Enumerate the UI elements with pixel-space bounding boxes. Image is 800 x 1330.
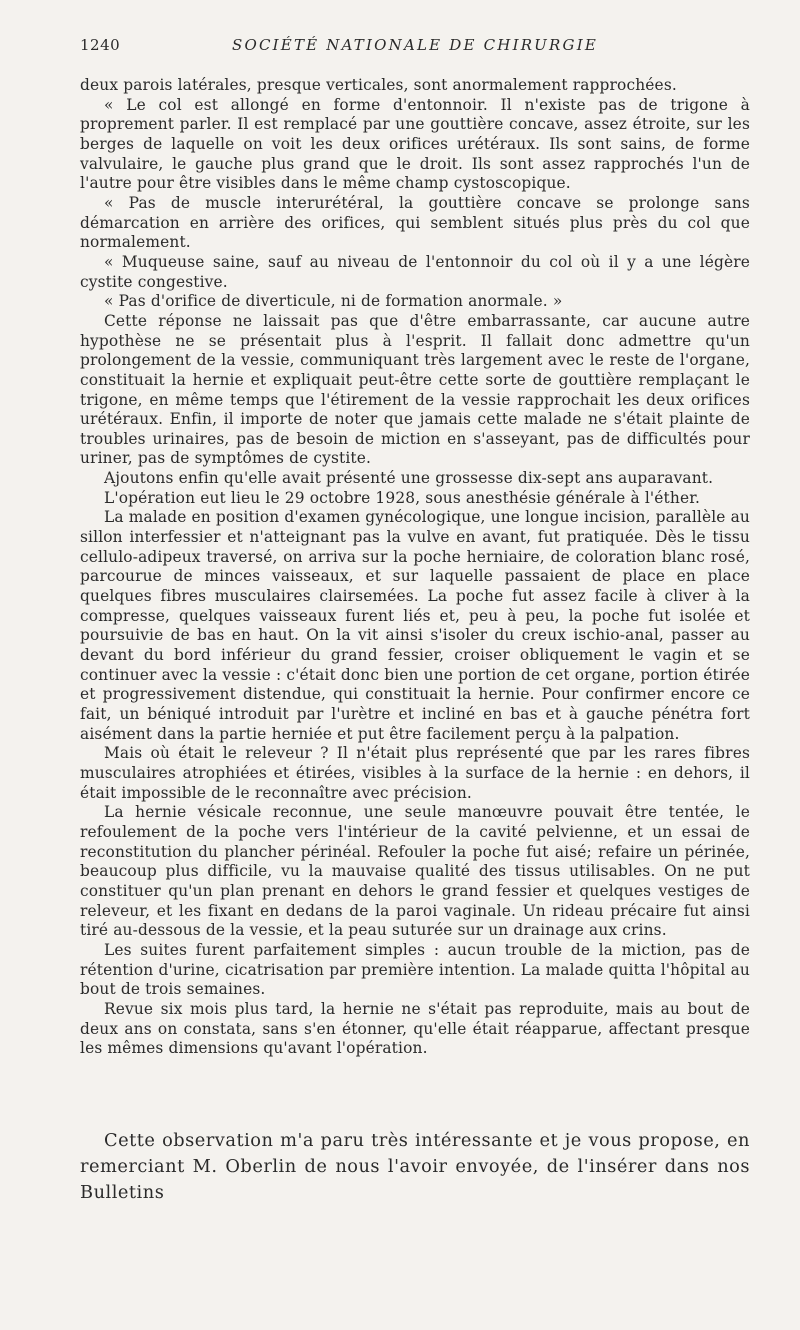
paragraph: Ajoutons enfin qu'elle avait présenté une grossesse dix-sept ans auparavant.: [104, 469, 714, 488]
paragraph: deux parois latérales, presque verticales, sont anormalement rapprochées.: [80, 76, 677, 94]
paragraph: La hernie vésicale reconnue, une seule manœuvre pouvait être tentée, le refoulement de la poche vers l'intérieur de la cavité pelvienne, et un essai de reconstitution du plancher périnéal. Refouler la poche fut aisé; refaire un périnée, beaucoup plus difficile, vu la mauvaise qualité des tissus utilisables. On ne put constituer qu'un plan prenant en dehors le grand fessier et quelques vestiges de releveur, et les fixant en dedans de la paroi vaginale. Un rideau précaire fut ainsi tiré au-dessous de la vessie, et la peau suturée sur un drainage aux crins.: [80, 803, 750, 940]
page-header: [80, 36, 750, 58]
paragraph: « Muqueuse saine, sauf au niveau de l'entonnoir du col où il y a une légère cystite congestive.: [80, 252, 750, 291]
paragraph: Les suites furent parfaitement simples : aucun trouble de la miction, pas de rétention d'urine, cicatrisation par première intention. La malade quitta l'hôpital au bout de trois semaines.: [80, 940, 750, 999]
paragraph: L'opération eut lieu le 29 octobre 1928, sous anesthésie générale à l'éther.: [104, 488, 701, 507]
paragraph: « Le col est allongé en forme d'entonnoir. Il n'existe pas de trigone à proprement parler. Il est remplacé par une gouttière concave, assez étroite, sur les berges de laquelle on voit les deux orifices urétéraux. Ils sont sains, de forme valvulaire, le gauche plus grand que le droit. Ils sont assez rapprochés l'un de l'autre pour être visibles dans le même champ cystoscopique.: [80, 95, 750, 193]
paragraph: « Pas de muscle interurétéral, la gouttière concave se prolonge sans démarcation en arrière des orifices, qui semblent situés plus près du col que normalement.: [80, 193, 750, 252]
paragraph: La malade en position d'examen gynécologique, une longue incision, parallèle au sillon interfessier et n'atteignant pas la vulve en avant, fut pratiquée. Dès le tissu cellulo-adipeux traversé, on arriva sur la poche herniaire, de coloration blanc rosé, parcourue de minces vaisseaux, et sur laquelle passaient de place en place quelques fibres musculaires clairsemées. La poche fut assez facile à cliver à la compresse, quelques vaisseaux furent liés et, peu à peu, la poche fut isolée et poursuivie de bas en haut. On la vit ainsi s'isoler du creux ischio-anal, passer au devant du bord inférieur du grand fessier, croiser obliquement le vagin et se continuer avec la vessie : c'était donc bien une portion de cet organe, portion étirée et progressivement distendue, qui constituait la hernie. Pour confirmer encore ce fait, un béniqué introduit par l'urètre et incliné en bas et à gauche pénétra fort aisément dans la partie herniée et put être facilement perçu à la palpation.: [80, 508, 750, 743]
running-title: SOCIÉTÉ NATIONALE DE CHIRURGIE: [232, 36, 598, 54]
closing-remarks: [80, 1128, 750, 1206]
page-number: 1240: [80, 36, 121, 54]
closing-paragraph: Cette observation m'a paru très intéressante et je vous propose, en remerciant M. Oberlin de nous l'avoir envoyée, de l'insérer dans nos Bulletins: [80, 1130, 750, 1203]
paragraph: Mais où était le releveur ? Il n'était plus représenté que par les rares fibres musculaires atrophiées et étirées, visibles à la surface de la hernie : en dehors, il était impossible de le reconnaître avec précision.: [80, 744, 750, 802]
paragraph: Cette réponse ne laissait pas que d'être embarrassante, car aucune autre hypothèse ne se présentait plus à l'esprit. Il fallait donc admettre qu'un prolongement de la vessie, communiquant très largement avec le reste de l'organe, constituait la hernie et expliquait peut-être cette sorte de gouttière remplaçant le trigone, en même temps que l'étirement de la vessie rapprochait les deux orifices urétéraux. Enfin, il importe de noter que jamais cette malade ne s'était plainte de troubles urinaires, pas de besoin de miction en s'asseyant, pas de difficultés pour uriner, pas de symptômes de cystite.: [80, 311, 750, 468]
paragraph: « Pas d'orifice de diverticule, ni de formation anormale. »: [104, 292, 563, 311]
body-text: [80, 76, 750, 1059]
paragraph: Revue six mois plus tard, la hernie ne s'était pas reproduite, mais au bout de deux ans on constata, sans s'en étonner, qu'elle était réapparue, affectant presque les mêmes dimensions qu'avant l'opération.: [80, 999, 750, 1058]
